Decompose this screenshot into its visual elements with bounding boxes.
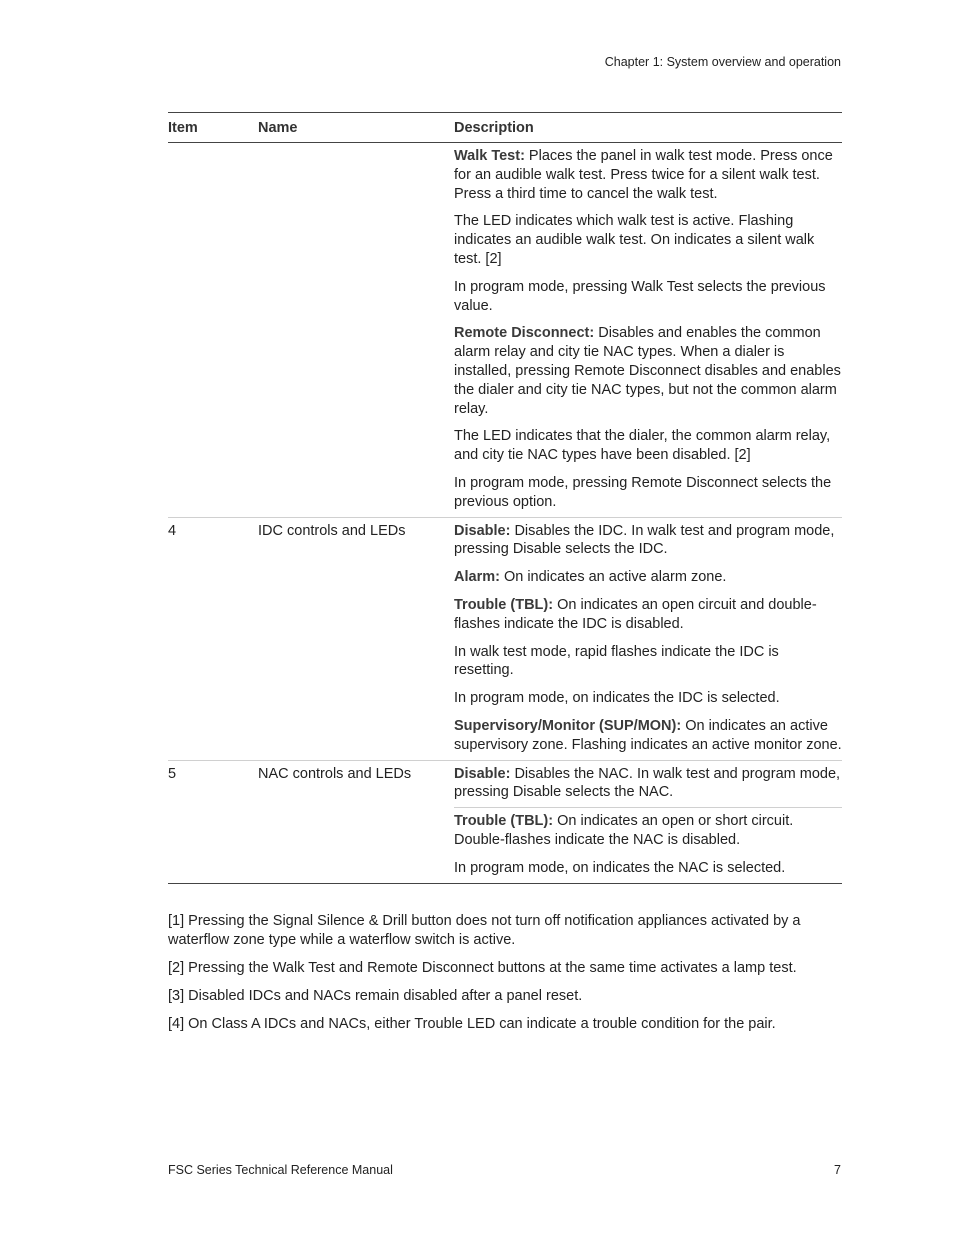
term-text: Disables and enables the common alarm relay and city tie NAC types. When a dialer is installed, pressing Remote Disconnect disables and enables the dialer and city tie NAC types, but not the common alarm relay. xyxy=(454,325,841,417)
term-label: Remote Disconnect: xyxy=(454,325,595,342)
footer-manual-title: FSC Series Technical Reference Manual xyxy=(168,1163,393,1177)
description-paragraph xyxy=(454,713,842,760)
footnote: [3] Disabled IDCs and NACs remain disabled after a panel reset. xyxy=(168,988,583,1004)
row-description xyxy=(454,143,842,517)
description-paragraph xyxy=(454,761,842,808)
description-paragraph xyxy=(454,639,842,686)
description-paragraph xyxy=(454,518,842,565)
footnote: [1] Pressing the Signal Silence & Drill button does not turn off notification appliances activated by a waterflow zone type while a waterflow switch is active. xyxy=(168,913,801,948)
row-name: NAC controls and LEDs xyxy=(258,765,412,782)
term-text: In program mode, pressing Walk Test selects the previous value. xyxy=(454,278,826,314)
table-row xyxy=(168,518,842,761)
description-paragraph xyxy=(454,685,842,713)
term-text: Disables the NAC. In walk test and program mode, pressing Disable selects the NAC. xyxy=(454,765,841,801)
row-name: IDC controls and LEDs xyxy=(258,522,406,539)
header-item: Item xyxy=(168,119,198,136)
table-header-row xyxy=(168,112,842,143)
table-notes xyxy=(168,912,842,1043)
description-paragraph xyxy=(454,274,842,321)
term-text: Places the panel in walk test mode. Press once for an audible walk test. Press twice for a silent walk test. Press a third time to cancel the walk test. xyxy=(454,148,833,202)
term-text: On indicates an open or short circuit. Double-flashes indicate the NAC is disabled. xyxy=(454,813,794,848)
term-label: Trouble (TBL): xyxy=(454,596,554,613)
term-text: The LED indicates that the dialer, the common alarm relay, and city tie NAC types have been disabled. [2] xyxy=(454,428,831,464)
row-item xyxy=(168,143,258,517)
description-paragraph xyxy=(454,564,842,592)
description-paragraph xyxy=(454,470,842,517)
footnote: [2] Pressing the Walk Test and Remote Disconnect buttons at the same time activates a lamp test. xyxy=(168,960,797,976)
footnote: [4] On Class A IDCs and NACs, either Trouble LED can indicate a trouble condition for the pair. xyxy=(168,1016,776,1032)
description-paragraph xyxy=(454,592,842,639)
row-item: 5 xyxy=(168,765,177,782)
term-label: Walk Test: xyxy=(454,148,525,164)
row-description xyxy=(454,761,842,883)
table-row xyxy=(168,143,842,518)
term-text: On indicates an open circuit and double-flashes indicate the IDC is disabled. xyxy=(454,596,817,632)
term-text: In program mode, pressing Remote Disconnect selects the previous option. xyxy=(454,474,832,510)
term-label: Disable: xyxy=(454,765,511,782)
term-text: The LED indicates which walk test is active. Flashing indicates an audible walk test. On indicates a silent walk test. [2] xyxy=(454,213,815,267)
term-text: On indicates an active alarm zone. xyxy=(499,569,727,586)
header-name: Name xyxy=(258,119,298,136)
description-paragraph xyxy=(454,423,842,470)
term-text: Disables the IDC. In walk test and program mode, pressing Disable selects the IDC. xyxy=(454,522,835,558)
term-label: Disable: xyxy=(454,522,511,539)
row-description xyxy=(454,518,842,760)
term-label: Supervisory/Monitor (SUP/MON): xyxy=(454,717,682,734)
description-paragraph xyxy=(454,807,842,855)
term-text: On indicates an active supervisory zone. Flashing indicates an active monitor zone. xyxy=(454,717,842,753)
term-label: Trouble (TBL): xyxy=(454,813,554,830)
running-header: Chapter 1: System overview and operation xyxy=(604,55,841,69)
description-paragraph xyxy=(454,208,842,273)
controls-table xyxy=(168,112,842,884)
header-description: Description xyxy=(454,119,534,136)
term-text: In walk test mode, rapid flashes indicate the IDC is resetting. xyxy=(454,643,779,679)
term-text: In program mode, on indicates the IDC is selected. xyxy=(454,690,780,707)
term-label: Alarm: xyxy=(454,569,500,586)
row-name xyxy=(258,143,454,517)
description-paragraph xyxy=(454,320,842,423)
page-number: 7 xyxy=(834,1163,841,1177)
description-paragraph xyxy=(454,143,842,208)
row-item: 4 xyxy=(168,522,177,539)
description-paragraph xyxy=(454,855,842,883)
table-row xyxy=(168,761,842,884)
term-text: In program mode, on indicates the NAC is selected. xyxy=(454,859,786,876)
